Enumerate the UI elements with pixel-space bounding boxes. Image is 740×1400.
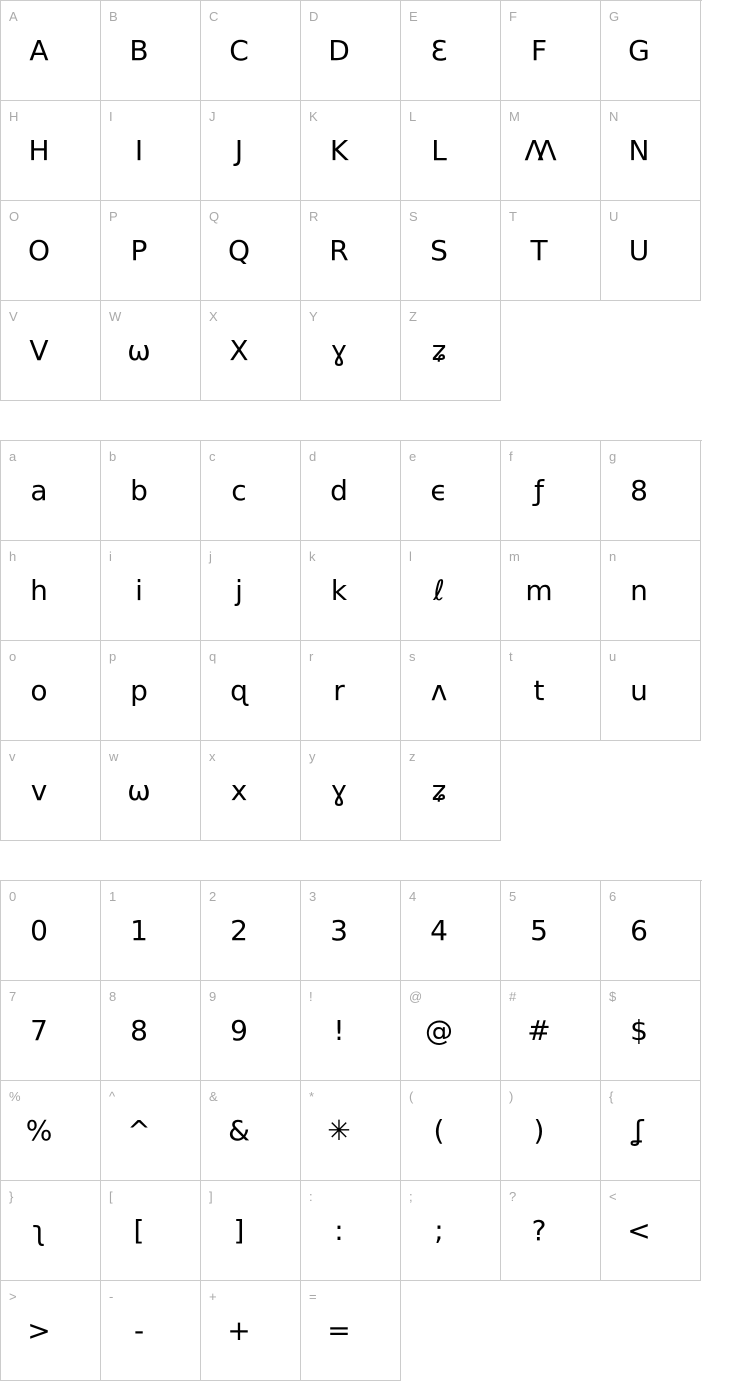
glyph-display: Ɛ <box>430 34 448 67</box>
glyph-label: T <box>509 209 517 224</box>
glyph-cell <box>401 301 501 401</box>
glyph-display: 6 <box>630 914 648 947</box>
glyph-cell <box>301 1081 401 1181</box>
glyph-label: e <box>409 449 417 464</box>
glyph-display: + <box>227 1314 251 1347</box>
glyph-cell <box>601 201 701 301</box>
glyph-display: Q <box>227 234 251 267</box>
glyph-display: N <box>628 134 650 167</box>
glyph-display: 3 <box>330 914 348 947</box>
glyph-label: l <box>409 549 412 564</box>
glyph-display: 5 <box>530 914 548 947</box>
glyph-display: F <box>530 34 548 67</box>
glyph-label: z <box>409 749 416 764</box>
glyph-cell <box>101 201 201 301</box>
glyph-display: < <box>627 1214 651 1247</box>
glyph-cell <box>501 1 601 101</box>
glyph-display: ) <box>533 1114 545 1147</box>
glyph-cell <box>601 1081 701 1181</box>
glyph-display: ] <box>233 1214 245 1247</box>
glyph-label: 1 <box>109 889 117 904</box>
glyph-label: p <box>109 649 117 664</box>
glyph-label: L <box>409 109 417 124</box>
glyph-cell <box>501 881 601 981</box>
glyph-display: ω <box>127 774 151 807</box>
glyph-display: p <box>130 674 148 707</box>
glyph-cell <box>201 441 301 541</box>
glyph-label: D <box>309 9 319 24</box>
glyph-cell <box>501 201 601 301</box>
glyph-label: 8 <box>109 989 117 1004</box>
glyph-cell <box>301 641 401 741</box>
glyph-cell <box>201 881 301 981</box>
glyph-display: - <box>133 1314 145 1347</box>
glyph-label: f <box>509 449 513 464</box>
glyph-cell <box>301 301 401 401</box>
grid-row <box>1 1081 702 1181</box>
glyph-grid-uppercase <box>0 0 702 401</box>
glyph-label: m <box>509 549 520 564</box>
glyph-label: X <box>209 309 218 324</box>
glyph-display: ✳ <box>327 1114 351 1147</box>
glyph-label: 0 <box>9 889 17 904</box>
glyph-label: 3 <box>309 889 317 904</box>
glyph-display: ɣ <box>330 774 348 807</box>
glyph-cell <box>201 1281 301 1381</box>
glyph-display: 0 <box>30 914 48 947</box>
glyph-cell <box>301 1281 401 1381</box>
glyph-cell <box>601 1 701 101</box>
glyph-label: ) <box>509 1089 514 1104</box>
glyph-label: P <box>109 209 118 224</box>
grid-row <box>1 881 702 981</box>
glyph-cell <box>301 741 401 841</box>
glyph-cell <box>201 101 301 201</box>
glyph-cell <box>1 1181 101 1281</box>
glyph-label: = <box>309 1289 317 1304</box>
glyph-cell <box>201 1181 301 1281</box>
glyph-cell <box>1 1 101 101</box>
glyph-display: J <box>234 134 244 167</box>
glyph-cell <box>101 541 201 641</box>
glyph-label: 7 <box>9 989 17 1004</box>
glyph-cell <box>301 541 401 641</box>
glyph-cell <box>1 201 101 301</box>
glyph-cell <box>501 641 601 741</box>
glyph-label: 5 <box>509 889 517 904</box>
glyph-display: ʑ <box>431 774 447 807</box>
glyph-cell <box>1 1081 101 1181</box>
glyph-display: $ <box>630 1014 648 1047</box>
glyph-display: ? <box>531 1214 547 1247</box>
glyph-label: % <box>9 1089 21 1104</box>
glyph-label: g <box>609 449 617 464</box>
glyph-cell <box>101 101 201 201</box>
glyph-label: C <box>209 9 219 24</box>
glyph-label: B <box>109 9 118 24</box>
glyph-display: v <box>30 774 48 807</box>
glyph-display: A <box>29 34 49 67</box>
glyph-label: w <box>109 749 119 764</box>
glyph-label: # <box>509 989 517 1004</box>
glyph-cell <box>601 541 701 641</box>
glyph-label: A <box>9 9 18 24</box>
glyph-label: N <box>609 109 619 124</box>
glyph-cell <box>401 981 501 1081</box>
glyph-cell <box>301 1181 401 1281</box>
glyph-display: = <box>327 1314 351 1347</box>
glyph-display: m <box>525 574 553 607</box>
glyph-display: u <box>630 674 648 707</box>
glyph-display: r <box>333 674 345 707</box>
glyph-label: > <box>9 1289 17 1304</box>
glyph-label: U <box>609 209 619 224</box>
glyph-display: G <box>628 34 650 67</box>
glyph-label: j <box>209 549 212 564</box>
glyph-label: a <box>9 449 17 464</box>
glyph-display: U <box>628 234 650 267</box>
glyph-display: i <box>135 574 143 607</box>
glyph-cell <box>201 1081 301 1181</box>
glyph-display: n <box>630 574 648 607</box>
glyph-label: [ <box>109 1189 113 1204</box>
glyph-label: b <box>109 449 117 464</box>
glyph-label: ? <box>509 1189 517 1204</box>
glyph-label: S <box>409 209 418 224</box>
glyph-label: E <box>409 9 418 24</box>
glyph-display: j <box>235 574 243 607</box>
glyph-cell <box>601 441 701 541</box>
grid-row <box>1 441 702 541</box>
glyph-display: ; <box>434 1214 444 1247</box>
grid-row <box>1 1181 702 1281</box>
glyph-display: 2 <box>230 914 248 947</box>
glyph-display: ʆ <box>634 1114 644 1147</box>
glyph-cell <box>101 1181 201 1281</box>
grid-row <box>1 981 702 1081</box>
glyph-cell <box>1 981 101 1081</box>
glyph-display: ω <box>127 334 151 367</box>
glyph-label: K <box>309 109 318 124</box>
glyph-cell <box>501 101 601 201</box>
glyph-display: & <box>228 1114 250 1147</box>
glyph-cell <box>401 541 501 641</box>
glyph-cell <box>401 101 501 201</box>
glyph-cell <box>601 101 701 201</box>
glyph-label: * <box>309 1089 315 1104</box>
glyph-display: a <box>30 474 48 507</box>
glyph-display: ɣ <box>330 334 348 367</box>
glyph-cell <box>501 981 601 1081</box>
glyph-label: } <box>9 1189 14 1204</box>
glyph-display: ! <box>333 1014 345 1047</box>
glyph-label: < <box>609 1189 617 1204</box>
glyph-display: C <box>229 34 249 67</box>
glyph-cell <box>401 881 501 981</box>
grid-row <box>1 641 702 741</box>
glyph-label: Y <box>309 309 318 324</box>
glyph-cell <box>501 441 601 541</box>
glyph-cell <box>401 741 501 841</box>
glyph-cell <box>201 981 301 1081</box>
glyph-display: I <box>134 134 144 167</box>
glyph-display: 4 <box>430 914 448 947</box>
glyph-label: 9 <box>209 989 217 1004</box>
glyph-cell <box>201 201 301 301</box>
glyph-cell <box>201 1 301 101</box>
glyph-label: ] <box>209 1189 213 1204</box>
glyph-cell <box>601 981 701 1081</box>
glyph-cell <box>301 441 401 541</box>
grid-row <box>1 201 702 301</box>
glyph-display: b <box>130 474 148 507</box>
glyph-cell <box>101 441 201 541</box>
glyph-cell <box>101 741 201 841</box>
grid-row <box>1 301 702 401</box>
glyph-cell <box>401 1 501 101</box>
glyph-display: [ <box>133 1214 145 1247</box>
glyph-cell <box>1 741 101 841</box>
glyph-label: t <box>509 649 513 664</box>
glyph-cell <box>101 1 201 101</box>
glyph-display: ʑ <box>431 334 447 367</box>
glyph-display: ℓ <box>433 574 445 607</box>
glyph-display: X <box>229 334 249 367</box>
glyph-label: 4 <box>409 889 417 904</box>
glyph-display: ϵ <box>430 474 448 507</box>
glyph-label: 6 <box>609 889 617 904</box>
glyph-label: ! <box>309 989 313 1004</box>
glyph-label: + <box>209 1289 217 1304</box>
glyph-label: @ <box>409 989 423 1004</box>
grid-row <box>1 541 702 641</box>
glyph-display: 8 <box>630 474 648 507</box>
glyph-label: { <box>609 1089 614 1104</box>
glyph-cell <box>401 1181 501 1281</box>
glyph-display: @ <box>425 1014 453 1047</box>
glyph-label: q <box>209 649 217 664</box>
glyph-display: 9 <box>230 1014 248 1047</box>
glyph-label: y <box>309 749 316 764</box>
glyph-label: H <box>9 109 19 124</box>
glyph-display: B <box>129 34 149 67</box>
glyph-cell <box>1 301 101 401</box>
glyph-display: ʌ <box>430 674 448 707</box>
glyph-label: o <box>9 649 17 664</box>
glyph-label: v <box>9 749 16 764</box>
glyph-cell <box>601 881 701 981</box>
grid-row <box>1 1 702 101</box>
glyph-label: W <box>109 309 122 324</box>
glyph-label: M <box>509 109 520 124</box>
glyph-display: S <box>430 234 448 267</box>
glyph-cell <box>401 1081 501 1181</box>
glyph-label: n <box>609 549 617 564</box>
glyph-display: 7 <box>30 1014 48 1047</box>
glyph-cell <box>401 441 501 541</box>
glyph-display: ƒ <box>534 474 544 507</box>
glyph-cell <box>101 1281 201 1381</box>
glyph-label: & <box>209 1089 218 1104</box>
glyph-cell <box>1 101 101 201</box>
glyph-label: k <box>309 549 316 564</box>
glyph-cell <box>401 201 501 301</box>
glyph-label: h <box>9 549 17 564</box>
glyph-display: h <box>30 574 48 607</box>
glyph-display: x <box>230 774 248 807</box>
glyph-label: J <box>209 109 216 124</box>
glyph-cell <box>201 301 301 401</box>
glyph-display: L <box>431 134 447 167</box>
glyph-cell <box>401 641 501 741</box>
glyph-cell <box>301 981 401 1081</box>
glyph-cell <box>101 641 201 741</box>
glyph-label: Z <box>409 309 417 324</box>
grid-row <box>1 741 702 841</box>
glyph-label: r <box>309 649 314 664</box>
glyph-display: T <box>530 234 548 267</box>
glyph-display: k <box>330 574 348 607</box>
glyph-cell <box>301 201 401 301</box>
glyph-display: d <box>330 474 348 507</box>
glyph-label: ( <box>409 1089 414 1104</box>
glyph-cell <box>101 1081 201 1181</box>
glyph-display: ΛΛ <box>524 134 551 167</box>
glyph-display: P <box>130 234 148 267</box>
glyph-cell <box>1 641 101 741</box>
glyph-label: ^ <box>109 1089 116 1104</box>
glyph-display: 8 <box>130 1014 148 1047</box>
glyph-cell <box>501 1181 601 1281</box>
glyph-display: D <box>328 34 350 67</box>
glyph-label: - <box>109 1289 114 1304</box>
glyph-cell <box>101 981 201 1081</box>
glyph-grid-digits-symbols <box>0 880 702 1381</box>
glyph-cell <box>601 1181 701 1281</box>
grid-row <box>1 101 702 201</box>
glyph-cell <box>1 1281 101 1381</box>
glyph-label: I <box>109 109 113 124</box>
glyph-label: c <box>209 449 216 464</box>
glyph-cell <box>1 441 101 541</box>
glyph-label: s <box>409 649 416 664</box>
glyph-label: G <box>609 9 620 24</box>
glyph-display: ʅ <box>32 1214 46 1247</box>
glyph-cell <box>201 641 301 741</box>
glyph-display: ɋ <box>230 674 248 707</box>
glyph-display: V <box>29 334 49 367</box>
glyph-label: d <box>309 449 317 464</box>
glyph-label: ; <box>409 1189 413 1204</box>
glyph-label: $ <box>609 989 617 1004</box>
glyph-display: ( <box>433 1114 445 1147</box>
glyph-label: Q <box>209 209 220 224</box>
glyph-display: # <box>527 1014 551 1047</box>
glyph-label: F <box>509 9 517 24</box>
glyph-display: ^ <box>127 1114 151 1147</box>
glyph-cell <box>501 541 601 641</box>
glyph-display: R <box>329 234 349 267</box>
glyph-display: O <box>27 234 51 267</box>
glyph-cell <box>501 1081 601 1181</box>
glyph-cell <box>301 881 401 981</box>
glyph-grid-lowercase <box>0 440 702 841</box>
glyph-cell <box>101 881 201 981</box>
glyph-display: : <box>334 1214 344 1247</box>
glyph-label: x <box>209 749 216 764</box>
glyph-label: : <box>309 1189 313 1204</box>
glyph-cell <box>601 641 701 741</box>
glyph-cell <box>1 881 101 981</box>
glyph-cell <box>201 741 301 841</box>
glyph-label: u <box>609 649 617 664</box>
glyph-cell <box>101 301 201 401</box>
glyph-display: H <box>28 134 50 167</box>
glyph-cell <box>301 1 401 101</box>
glyph-display: 1 <box>130 914 148 947</box>
glyph-label: R <box>309 209 319 224</box>
glyph-label: V <box>9 309 18 324</box>
glyph-label: 2 <box>209 889 217 904</box>
glyph-display: c <box>231 474 247 507</box>
glyph-label: i <box>109 549 112 564</box>
glyph-display: % <box>25 1114 53 1147</box>
glyph-cell <box>1 541 101 641</box>
glyph-cell <box>201 541 301 641</box>
glyph-display: > <box>27 1314 51 1347</box>
glyph-display: o <box>30 674 48 707</box>
grid-row <box>1 1281 702 1381</box>
glyph-display: K <box>329 134 349 167</box>
glyph-label: O <box>9 209 20 224</box>
glyph-cell <box>301 101 401 201</box>
glyph-display: t <box>533 674 545 707</box>
